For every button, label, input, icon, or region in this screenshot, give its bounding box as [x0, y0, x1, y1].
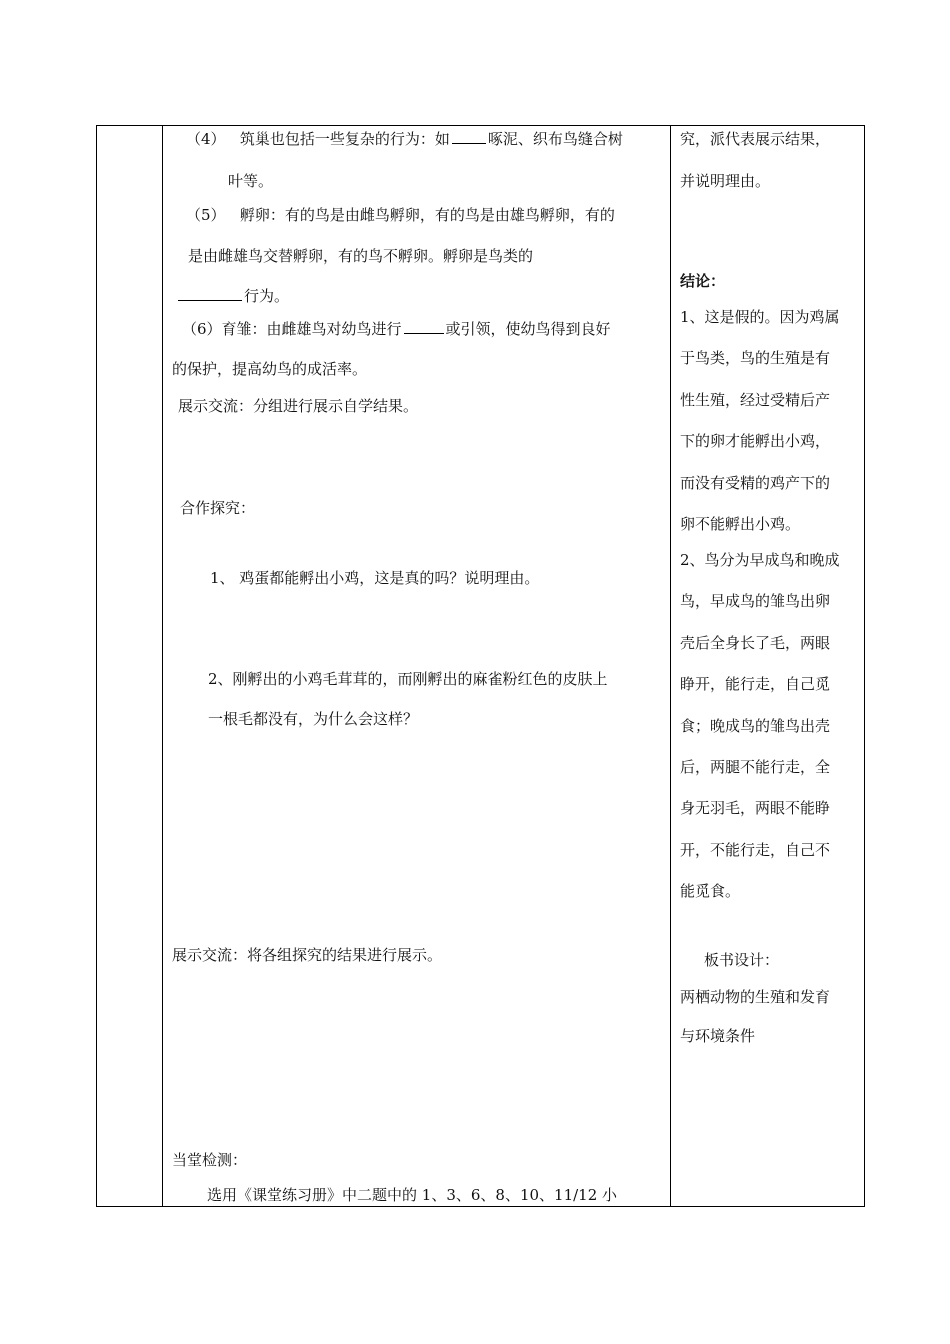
- cooperative-inquiry: 合作探究：: [180, 499, 256, 517]
- conclusion-heading: 结论：: [680, 272, 726, 290]
- conclusion-line: 2、鸟分为早成鸟和晚成: [680, 551, 840, 569]
- show-exchange-2: 展示交流：将各组探究的结果进行展示。: [172, 946, 443, 964]
- conclusion-line: 食；晚成鸟的雏鸟出壳: [680, 717, 831, 735]
- conclusion-line: 卵不能孵出小鸡。: [680, 515, 801, 533]
- question-2-continued: 一根毛都没有，为什么会这样？: [208, 710, 419, 728]
- board-design-heading: 板书设计：: [704, 951, 780, 969]
- board-line-2: 与环境条件: [680, 1027, 756, 1045]
- conclusion-line: 鸟，早成鸟的雏鸟出卵: [680, 592, 831, 610]
- fill-blank[interactable]: [404, 319, 444, 334]
- item6-continued: 的保护，提高幼鸟的成活率。: [172, 360, 368, 378]
- show-exchange-1: 展示交流：分组进行展示自学结果。: [178, 397, 419, 415]
- item5-line: （5） 孵卵：有的鸟是由雌鸟孵卵，有的鸟是由雄鸟孵卵，有的: [186, 206, 615, 224]
- conclusion-line: 1、这是假的。因为鸡属: [680, 308, 840, 326]
- exercise-line: 选用《课堂练习册》中二题中的 1、3、6、8、10、11/12 小: [207, 1186, 618, 1204]
- conclusion-line: 身无羽毛，两眼不能睁: [680, 799, 831, 817]
- board-line-1: 两栖动物的生殖和发育: [680, 988, 831, 1006]
- fill-blank[interactable]: [452, 129, 486, 144]
- column-divider-1: [162, 126, 163, 1206]
- item4-continued: 叶等。: [228, 172, 274, 190]
- conclusion-line: 下的卵才能孵出小鸡，: [680, 432, 831, 450]
- fill-blank[interactable]: [178, 286, 242, 301]
- conclusion-line: 后，两腿不能行走，全: [680, 758, 831, 776]
- classroom-test: 当堂检测：: [172, 1151, 248, 1169]
- conclusion-line: 性生殖，经过受精后产: [680, 391, 831, 409]
- conclusion-line: 于鸟类，鸟的生殖是有: [680, 349, 831, 367]
- item6-line: （6）育雏：由雌雄鸟对幼鸟进行 或引领，使幼鸟得到良好: [182, 320, 611, 338]
- question-2: 2、刚孵出的小鸡毛茸茸的，而刚孵出的麻雀粉红色的皮肤上: [208, 670, 608, 688]
- conclusion-line: 能觅食。: [680, 882, 741, 900]
- conclusion-line: 睁开，能行走，自己觅: [680, 675, 831, 693]
- right-line-2: 并说明理由。: [680, 172, 771, 190]
- item4-line: （4） 筑巢也包括一些复杂的行为：如 啄泥、织布鸟缝合树: [186, 130, 623, 148]
- right-line-1: 究，派代表展示结果，: [680, 130, 831, 148]
- conclusion-line: 而没有受精的鸡产下的: [680, 474, 831, 492]
- question-1: 1、 鸡蛋都能孵出小鸡，这是真的吗？说明理由。: [210, 569, 540, 587]
- column-divider-2: [670, 126, 671, 1206]
- item5-continued: 是由雌雄鸟交替孵卵，有的鸟不孵卵。孵卵是鸟类的: [188, 247, 534, 265]
- conclusion-line: 开，不能行走，自己不: [680, 841, 831, 859]
- conclusion-line: 壳后全身长了毛，两眼: [680, 634, 831, 652]
- item5-tail: 行为。: [178, 286, 289, 306]
